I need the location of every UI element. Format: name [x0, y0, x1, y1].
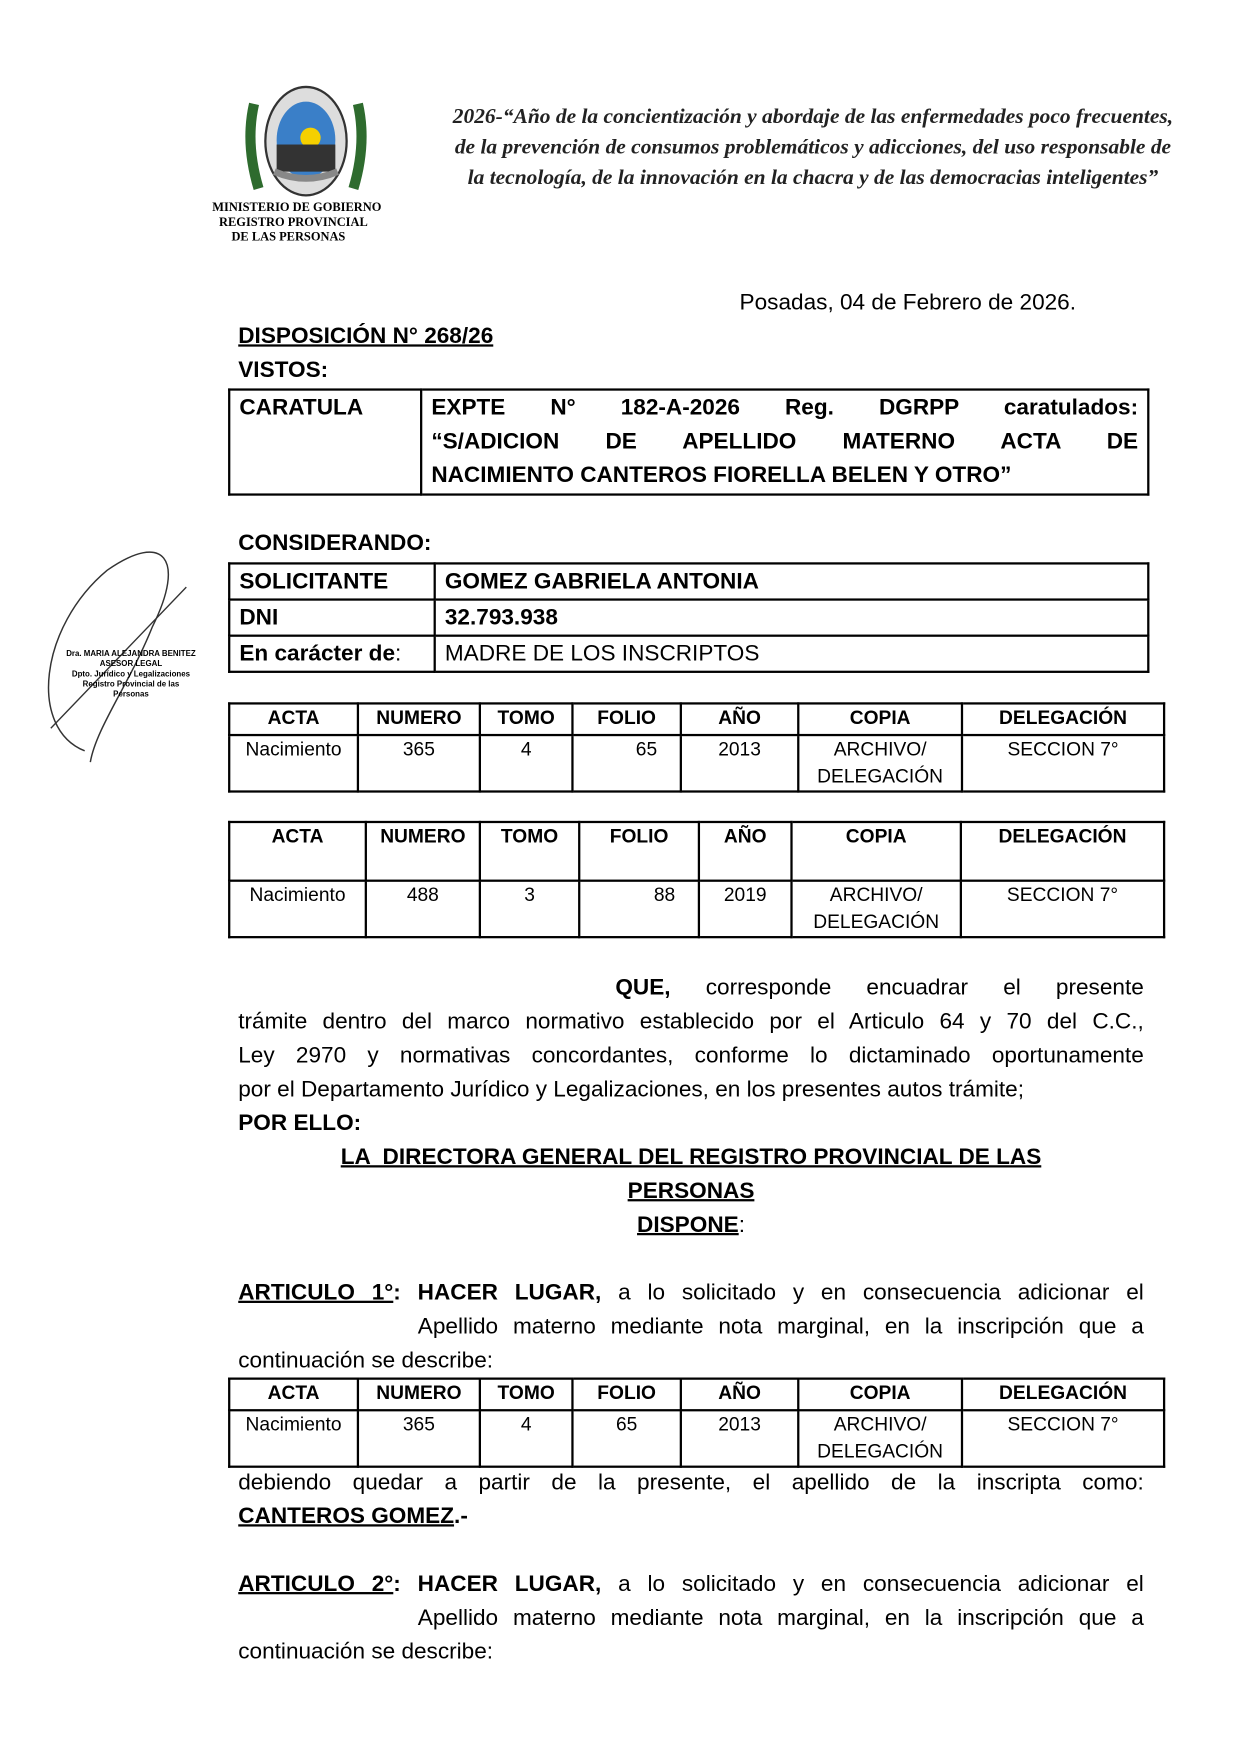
- td: 4: [480, 735, 573, 791]
- stamp-line: Registro Provincial de las Personas: [82, 680, 180, 699]
- solicitante-table: [228, 562, 1149, 673]
- td: 2013: [681, 1410, 798, 1466]
- articulo-text: a lo solicitado y en consecuencia adicionar el: [618, 1571, 1144, 1597]
- th: NUMERO: [366, 822, 480, 881]
- debiendo-text: debiendo quedar a partir de la presente, el apellido de la inscripta como:: [238, 1470, 1144, 1495]
- td: 365: [358, 735, 480, 791]
- td: 65: [572, 735, 680, 791]
- th: ACTA: [229, 703, 358, 735]
- articulo-line: continuación se describe:: [238, 1639, 494, 1665]
- dispone-heading: DISPONE:: [637, 1212, 745, 1238]
- que-first-line: [615, 971, 1143, 1005]
- td: SECCION 7°: [962, 735, 1164, 791]
- th: DELEGACIÓN: [962, 703, 1164, 735]
- que-line: por el Departamento Jurídico y Legalizaciones, en los presentes autos trámite;: [238, 1077, 1025, 1103]
- td: 365: [358, 1410, 480, 1466]
- year-motto: [429, 102, 1197, 193]
- td: 88: [579, 881, 699, 937]
- th: DELEGACIÓN: [962, 1379, 1164, 1411]
- ministry-heading: [212, 201, 381, 245]
- vistos-heading: VISTOS:: [238, 357, 329, 383]
- td: 65: [572, 1410, 680, 1466]
- considerando-heading: CONSIDERANDO:: [238, 530, 432, 556]
- caracter-label-text: En carácter de: [239, 641, 396, 667]
- misiones-seal-logo: [243, 81, 369, 201]
- td: SECCION 7°: [962, 1410, 1164, 1466]
- th: FOLIO: [572, 703, 680, 735]
- th: AÑO: [681, 703, 798, 735]
- td: Nacimiento: [229, 1410, 358, 1466]
- caratula-line: EXPTE N° 182-A-2026 Reg. DGRPP caratulados:: [431, 395, 1139, 421]
- th: TOMO: [480, 822, 579, 881]
- th: ACTA: [229, 822, 366, 881]
- registry-line: REGISTRO PROVINCIAL: [219, 215, 368, 230]
- th: FOLIO: [572, 1379, 680, 1411]
- acta-table-1: [228, 702, 1165, 792]
- caratula-line: “S/ADICION DE APELLIDO MATERNO ACTA DE: [431, 429, 1139, 454]
- caratula-table: [228, 388, 1149, 495]
- articulo-line: continuación se describe:: [238, 1348, 494, 1373]
- motto-line: de la prevención de consumos problemáticos y adicciones, del uso responsable de: [454, 135, 1172, 160]
- apellido-suffix: .-: [454, 1503, 468, 1529]
- td: Nacimiento: [229, 735, 358, 791]
- articulo-line: Apellido materno mediante nota marginal, en la inscripción que a: [417, 1314, 1144, 1340]
- th: AÑO: [681, 1379, 798, 1411]
- articulo-text: a lo solicitado y en consecuencia adicionar el: [618, 1280, 1144, 1306]
- que-line: Ley 2970 y normativas concordantes, conforme lo dictaminado oportunamente: [238, 1043, 1144, 1069]
- stamp-line: Dpto. Jurídico y Legalizaciones: [71, 670, 191, 679]
- que-lead: QUE,: [615, 975, 671, 1001]
- td: ARCHIVO/ DELEGACIÓN: [791, 881, 960, 937]
- directora-heading: LA DIRECTORA GENERAL DEL REGISTRO PROVINCIAL DE LAS: [340, 1144, 1042, 1170]
- th: DELEGACIÓN: [961, 822, 1164, 881]
- th: TOMO: [480, 703, 573, 735]
- apellido-value: CANTEROS GOMEZ: [238, 1503, 455, 1529]
- signature-stamp: [17, 536, 198, 773]
- th: COPIA: [791, 822, 960, 881]
- td: 488: [366, 881, 480, 937]
- articulo-1: ARTICULO 1°: HACER LUGAR, a lo solicitado y en consecuencia adicionar el: [238, 1280, 1144, 1306]
- caratula-line: NACIMIENTO CANTEROS FIORELLA BELEN Y OTRO”: [431, 462, 1012, 488]
- td: 4: [480, 1410, 573, 1466]
- th: AÑO: [699, 822, 792, 881]
- motto-line: la tecnología, de la innovación en la chacra y de las democracias inteligentes”: [467, 165, 1159, 190]
- articulo-action: HACER LUGAR,: [417, 1571, 602, 1597]
- th: TOMO: [480, 1379, 573, 1411]
- date: Posadas, 04 de Febrero de 2026.: [739, 290, 1077, 316]
- que-line: trámite dentro del marco normativo establecido por el Articulo 64 y 70 del C.C.,: [238, 1009, 1144, 1035]
- th: ACTA: [229, 1379, 358, 1411]
- th: NUMERO: [358, 1379, 480, 1411]
- td: ARCHIVO/ DELEGACIÓN: [798, 1410, 962, 1466]
- articulo-label: ARTICULO 1°: [238, 1280, 394, 1306]
- caratula-value: [421, 390, 1148, 495]
- apellido-result: [238, 1499, 1144, 1533]
- directora-heading-cont: PERSONAS: [627, 1178, 755, 1204]
- td: 2013: [681, 735, 798, 791]
- dispone-text: DISPONE: [637, 1212, 739, 1238]
- articulo-line: Apellido materno mediante nota marginal, en la inscripción que a: [417, 1605, 1144, 1631]
- solicitante-label: SOLICITANTE: [229, 563, 434, 599]
- motto-line: 2026-“Año de la concientización y abordaje de las enfermedades poco frecuentes,: [452, 105, 1174, 129]
- stamp-line: Dra. MARIA ALEJANDRA BENITEZ: [66, 650, 196, 659]
- td: 3: [480, 881, 579, 937]
- ministry-line: MINISTERIO DE GOBIERNO: [212, 200, 382, 215]
- stamp-line: ASESOR LEGAL: [99, 660, 163, 669]
- persons-line: DE LAS PERSONAS: [231, 230, 346, 244]
- td: ARCHIVO/ DELEGACIÓN: [798, 735, 962, 791]
- disposicion-number: DISPOSICIÓN N° 268/26: [238, 324, 494, 349]
- td: 2019: [699, 881, 792, 937]
- solicitante-value: GOMEZ GABRIELA ANTONIA: [435, 563, 1149, 599]
- td: SECCION 7°: [961, 881, 1164, 937]
- dni-label: DNI: [229, 600, 434, 636]
- caracter-label: En carácter de:: [229, 636, 434, 672]
- acta-table-2: [228, 821, 1165, 938]
- por-ello-heading: POR ELLO:: [238, 1111, 362, 1136]
- caratula-label: CARATULA: [229, 390, 421, 495]
- th: COPIA: [798, 1379, 962, 1411]
- articulo-action: HACER LUGAR,: [417, 1280, 602, 1306]
- acta-table-3: [228, 1378, 1165, 1468]
- que-text: corresponde encuadrar el presente: [705, 975, 1144, 1001]
- th: COPIA: [798, 703, 962, 735]
- dni-value: 32.793.938: [435, 600, 1149, 636]
- articulo-2: ARTICULO 2°: HACER LUGAR, a lo solicitado y en consecuencia adicionar el: [238, 1571, 1144, 1597]
- articulo-label: ARTICULO 2°: [238, 1571, 394, 1597]
- td: Nacimiento: [229, 881, 366, 937]
- th: FOLIO: [579, 822, 699, 881]
- caracter-value: MADRE DE LOS INSCRIPTOS: [435, 636, 1149, 672]
- th: NUMERO: [358, 703, 480, 735]
